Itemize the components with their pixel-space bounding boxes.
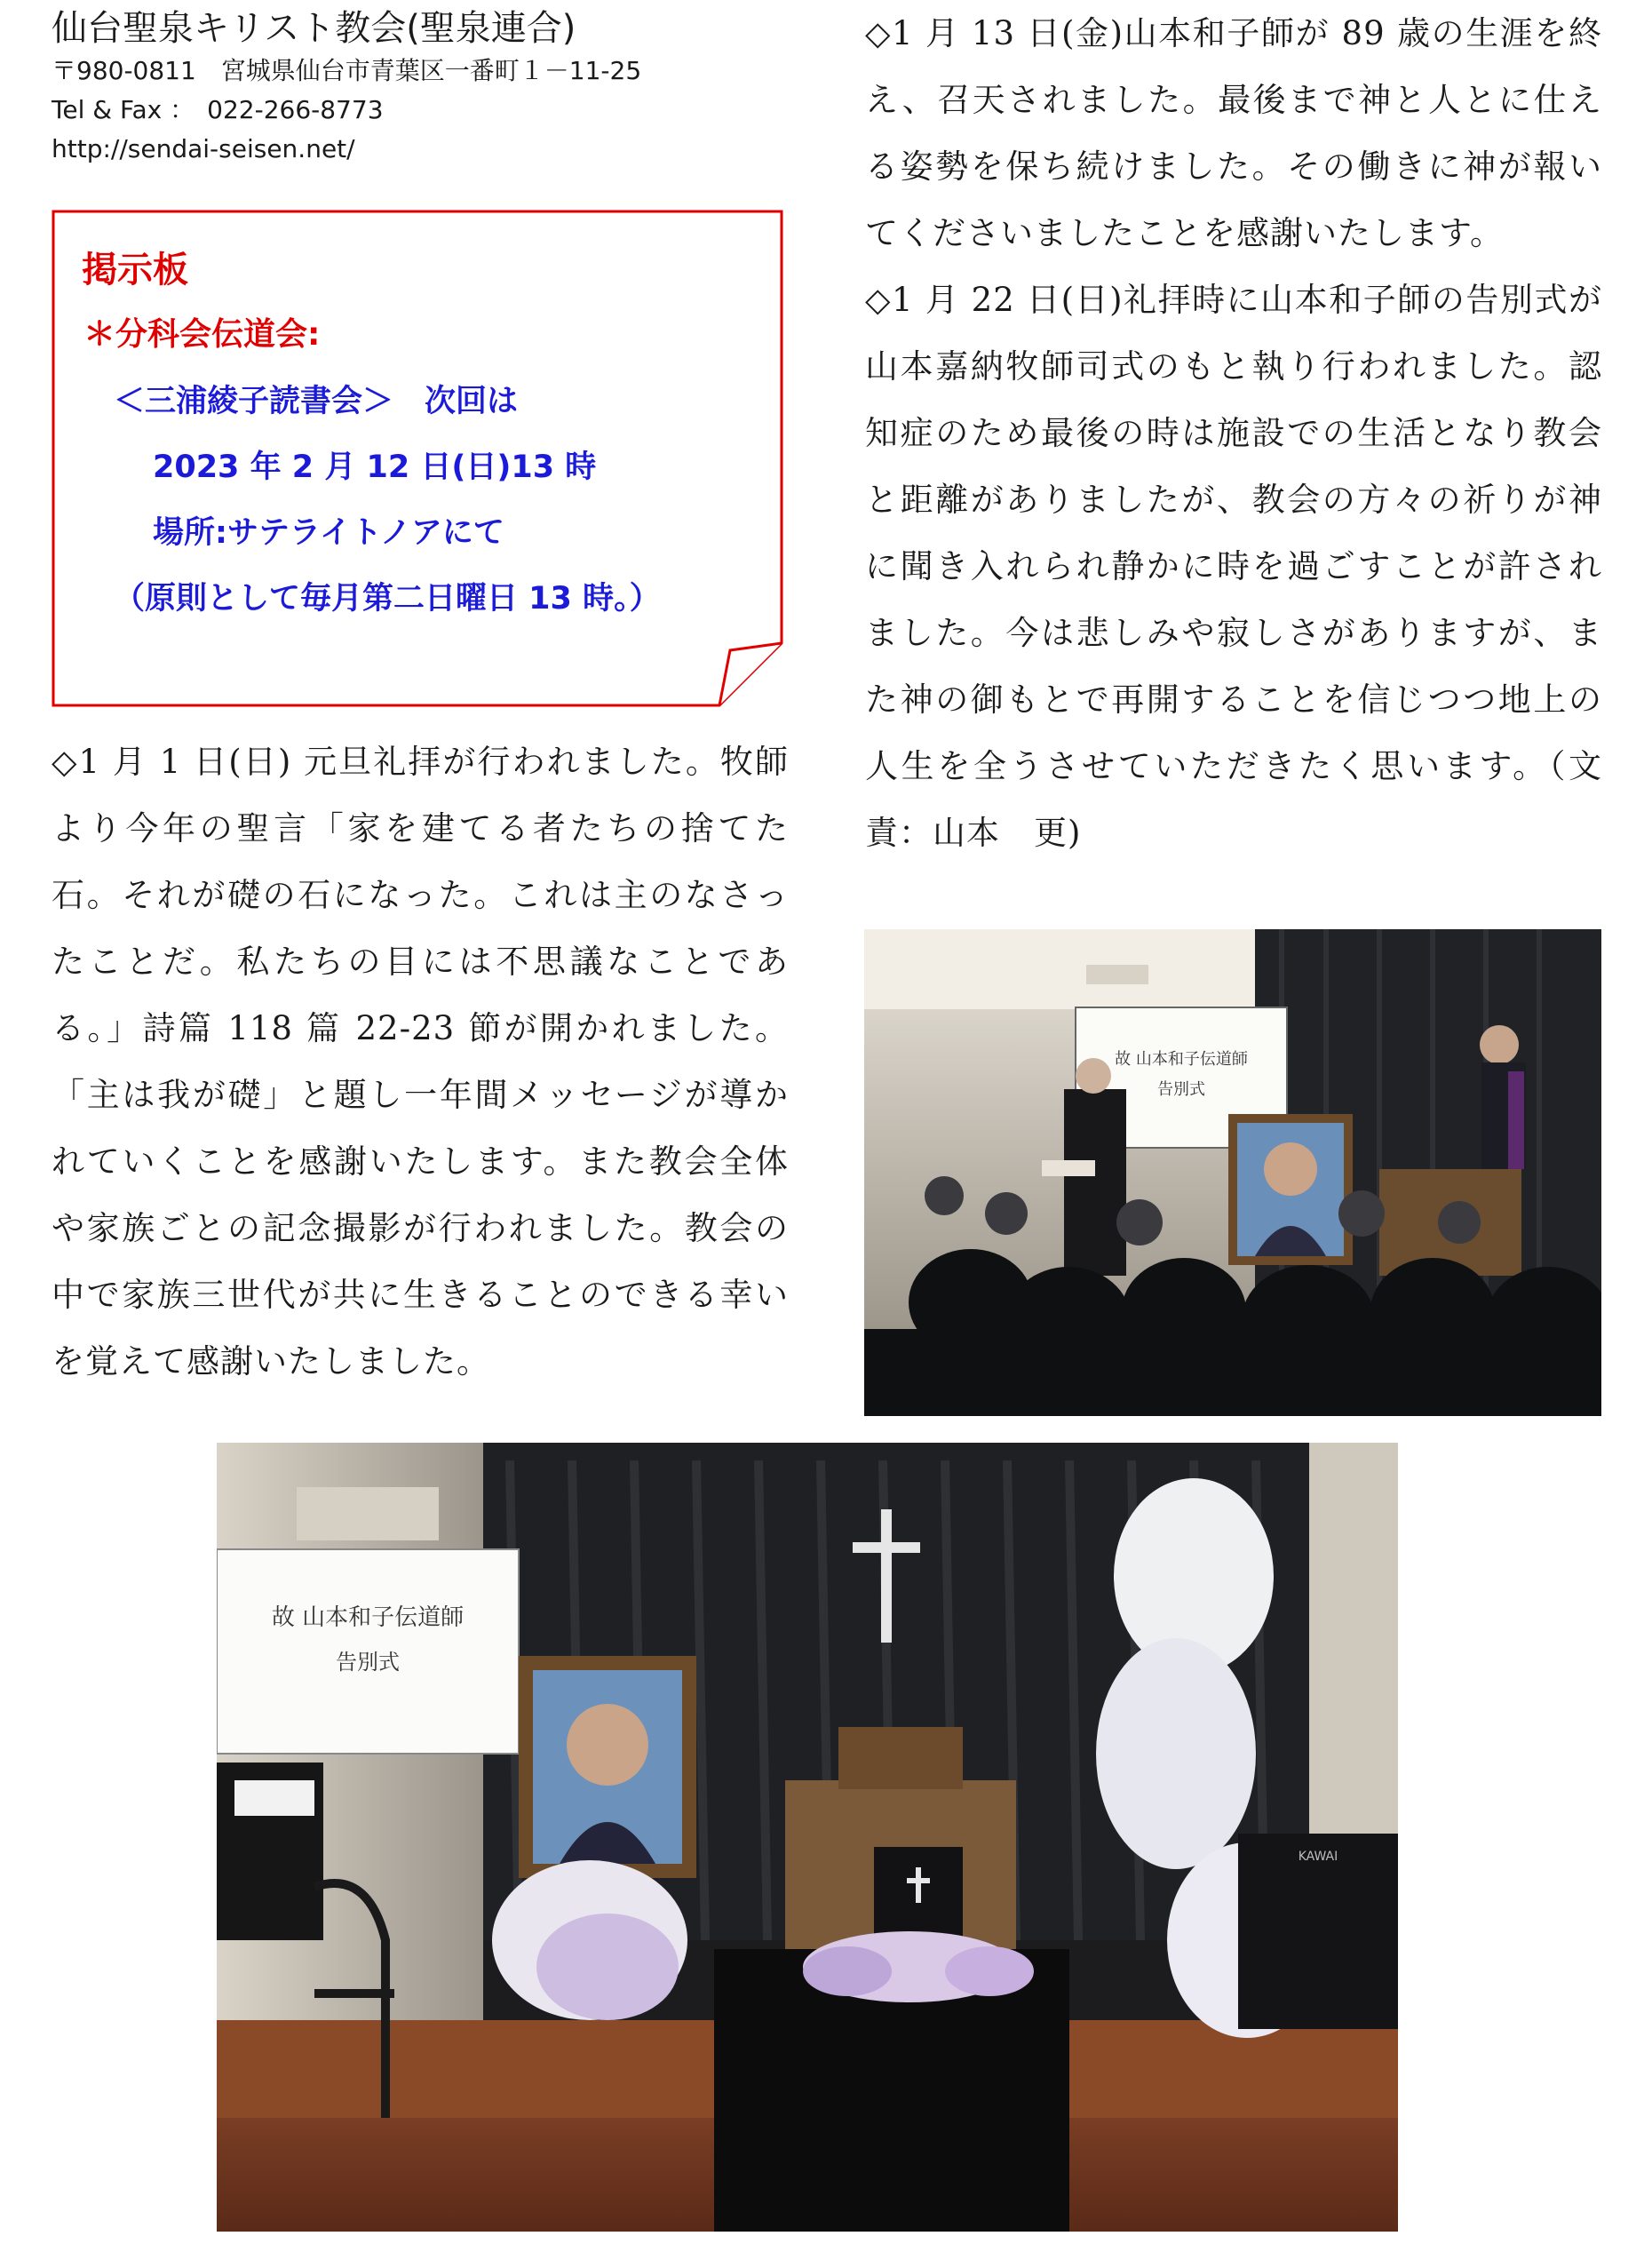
board-line-date: 2023 年 2 月 12 日(日)13 時 <box>153 450 597 485</box>
altar-photo <box>217 1443 1398 2232</box>
article-funeral-text: ◇1 月 22 日(日)礼拝時に山本和子師の告別式が山本嘉納牧師司式のもと執り行われました。認知症のため最後の時は施設での生活となり教会と距離がありましたが、教会の方々の祈りが神に聞き入れられ静かに時を過ごすことが許されました。今は悲しみや寂しさがありますが、また神の御もとで再開することを信じつつ地上の人生を全うさせていただきたく思います。（文責：山本 更) <box>865 281 1602 852</box>
bulletin-board <box>52 210 784 707</box>
funeral-service-scene <box>864 929 1601 1416</box>
board-line-place: 場所:サテライトノアにて <box>153 515 504 551</box>
screen-title-2: 故 山本和子伝道師 <box>271 1604 465 1631</box>
church-header <box>52 5 815 169</box>
board-line-rule: （原則として毎月第二日曜日 13 時。） <box>114 581 661 617</box>
board-line-bookclub: ＜三浦綾子読書会＞ 次回は <box>114 384 519 419</box>
article-memorial <box>865 0 1602 866</box>
article-new-year <box>52 728 789 1395</box>
funeral-service-photo <box>864 929 1601 1416</box>
church-tel: Tel & Fax ： 022-266-8773 <box>52 95 384 124</box>
screen-subtitle-1: 告別式 <box>1157 1080 1205 1099</box>
cross-icon <box>881 1509 892 1643</box>
church-name: 仙台聖泉キリスト教会(聖泉連合) <box>52 8 576 49</box>
article-new-year-text: ◇1 月 1 日(日) 元旦礼拝が行われました。牧師より今年の聖言「家を建てる者たちの捨てた石。それが礎の石になった。これは主のなさったことだ。私たちの目には不思議なことである。」詩篇 118 篇 22-23 節が開かれました。「主は我が礎」と題し一年間メッセージが導かれていくことを感謝いたします。また教会全体や家族ごとの記念撮影が行われました。教会の中で家族三世代が共に生きることのできる幸いを覚えて感謝いたしました。 <box>52 743 789 1381</box>
altar-scene <box>217 1443 1398 2232</box>
screen-title-1: 故 山本和子伝道師 <box>1115 1050 1248 1069</box>
church-address: 〒980-0811 宮城県仙台市青葉区一番町１－11-25 <box>52 56 642 85</box>
board-title: 掲示板 <box>82 250 188 290</box>
piano-brand: KAWAI <box>1298 1850 1338 1864</box>
board-line-meeting: ＊分科会伝道会: <box>83 316 321 353</box>
church-url[interactable]: http://sendai-seisen.net/ <box>52 134 355 163</box>
article-passing-text: ◇1 月 13 日(金)山本和子師が 89 歳の生涯を終え、召天されました。最後まで神と人とに仕える姿勢を保ち続けました。その働きに神が報いてくださいましたことを感謝いたします。 <box>865 14 1602 252</box>
screen-subtitle-2: 告別式 <box>336 1650 400 1675</box>
